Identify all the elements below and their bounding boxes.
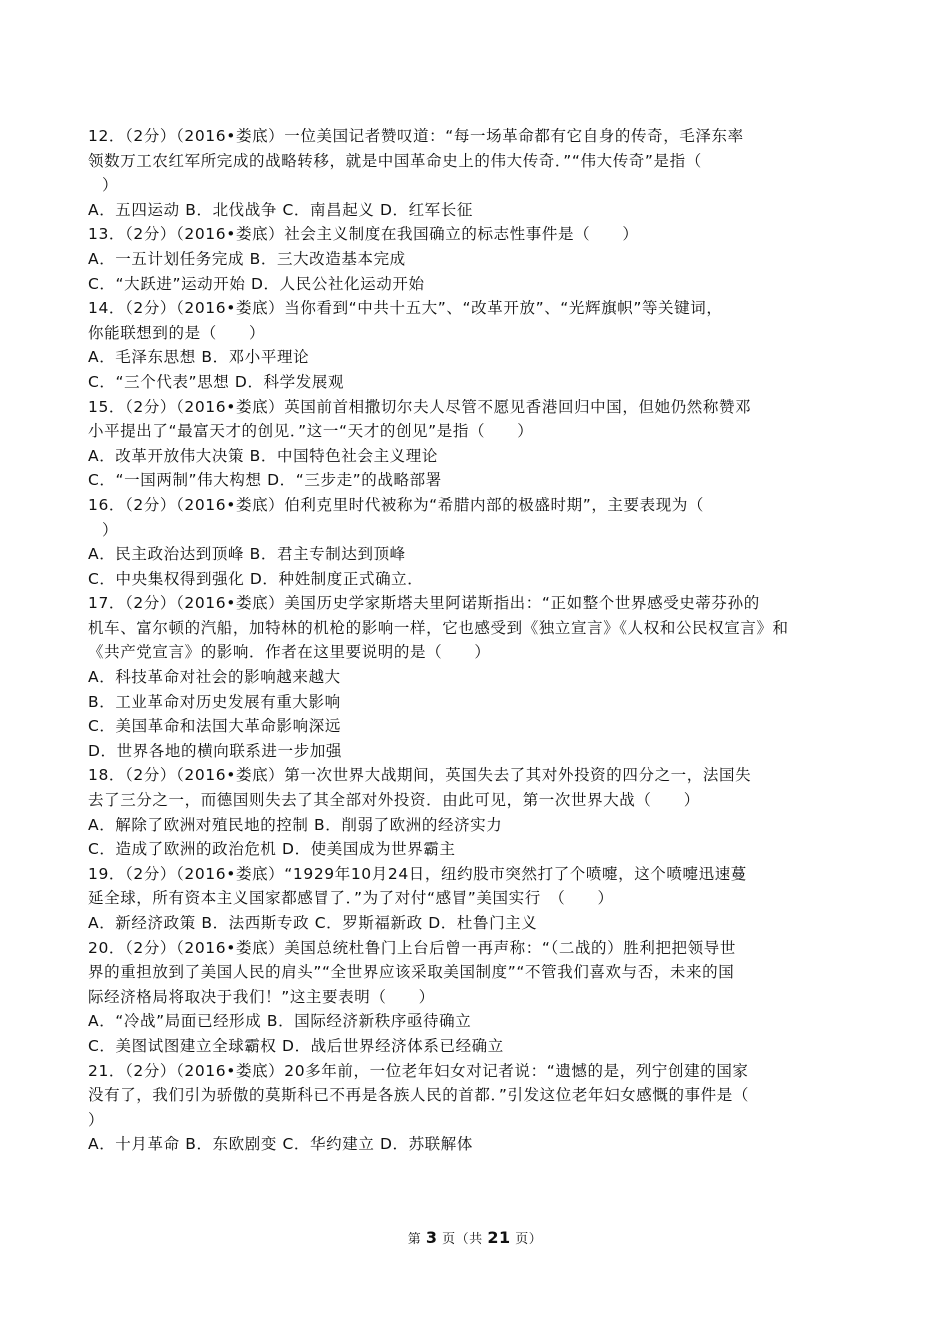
total-pages: 21	[487, 1228, 511, 1247]
text-line: A．改革开放伟大决策 B．中国特色社会主义理论	[88, 446, 438, 465]
text-line: C．美图试图建立全球霸权 D．战后世界经济体系已经确立	[88, 1036, 504, 1055]
text-line: C．造成了欧洲的政治危机 D．使美国成为世界霸主	[88, 840, 456, 859]
text-line: ）	[88, 1110, 105, 1129]
footer-suffix: 页）	[515, 1232, 543, 1247]
text-line: 16．（2分）（2016•娄底）伯利克里时代被称为“希腊内部的极盛时期”，主要表现为（	[88, 495, 705, 514]
text-line: A．科技革命对社会的影响越来越大	[88, 668, 341, 687]
text-line: 去了三分之一，而德国则失去了其全部对外投资．由此可见，第一次世界大战（ ）	[88, 791, 700, 810]
text-line: C．中央集权得到强化 D．种姓制度正式确立．	[88, 569, 424, 588]
text-line: 14．（2分）（2016•娄底）当你看到“中共十五大”、“改革开放”、“光辉旗帜”等关键词，	[88, 299, 723, 318]
text-line: C．“三个代表”思想 D．科学发展观	[88, 372, 345, 391]
text-line: 机车、富尔顿的汽船，加特林的机枪的影响一样，它也感受到《独立宣言》《人权和公民权宣言》和	[88, 618, 789, 637]
text-line: C．“大跃进”运动开始 D．人民公社化运动开始	[88, 274, 425, 293]
text-line: 领数万工农红军所完成的战略转移，就是中国革命史上的伟大传奇．”“伟大传奇”是指（	[88, 151, 702, 170]
text-line: 12．（2分）（2016•娄底）一位美国记者赞叹道：“每一场革命都有它自身的传奇，毛泽东率	[88, 127, 744, 145]
text-line: 13．（2分）（2016•娄底）社会主义制度在我国确立的标志性事件是（ ）	[88, 225, 639, 244]
text-line: 延全球，所有资本主义国家都感冒了．”为了对付“感冒”美国实行 （ ）	[88, 889, 614, 908]
text-line: A．五四运动 B．北伐战争 C．南昌起义 D．红军长征	[88, 200, 473, 219]
text-line: D．世界各地的横向联系进一步加强	[88, 741, 343, 760]
text-line: 没有了，我们引为骄傲的莫斯科已不再是各族人民的首都．”引发这位老年妇女感慨的事件是（	[88, 1086, 749, 1105]
footer-prefix: 第	[407, 1232, 422, 1247]
footer-middle: 页（共	[442, 1232, 483, 1247]
text-line: 19．（2分）（2016•娄底）“1929年10月24日，纽约股市突然打了个喷嚏，这个喷嚏迅速蔓	[88, 864, 747, 883]
text-line: 界的重担放到了美国人民的肩头”“全世界应该采取美国制度”“不管我们喜欢与否，未来的国	[88, 963, 735, 982]
text-line: C．“一国两制”伟大构想 D．“三步走”的战略部署	[88, 471, 442, 490]
text-line: 21．（2分）（2016•娄底）20多年前，一位老年妇女对记者说：“遗憾的是，列宁创建的国家	[88, 1061, 749, 1080]
text-line: A．解除了欧洲对殖民地的控制 B．削弱了欧洲的经济实力	[88, 815, 503, 834]
text-line: A．民主政治达到顶峰 B．君主专制达到顶峰	[88, 545, 406, 564]
page-number: 3	[425, 1228, 438, 1247]
text-line: 小平提出了“最富天才的创见．”这一“天才的创见”是指（ ）	[88, 422, 534, 441]
text-line: 18．（2分）（2016•娄底）第一次世界大战期间，英国失去了其对外投资的四分之一，法国失	[88, 766, 752, 785]
text-line: 际经济格局将取决于我们！”这主要表明（ ）	[88, 987, 435, 1006]
text-line: A．“冷战”局面已经形成 B．国际经济新秩序亟待确立	[88, 1012, 472, 1031]
text-line: A．毛泽东思想 B．邓小平理论	[88, 348, 310, 367]
text-line: A．一五计划任务完成 B．三大改造基本完成	[88, 249, 406, 268]
page-footer	[0, 1228, 950, 1247]
text-line: A．新经济政策 B．法西斯专政 C．罗斯福新政 D．杜鲁门主义	[88, 914, 538, 932]
text-line: 20．（2分）（2016•娄底）美国总统杜鲁门上台后曾一再声称：“（二战的）胜利把把领导世	[88, 938, 736, 957]
text-line: C．美国革命和法国大革命影响深远	[88, 717, 341, 736]
text-line: 17．（2分）（2016•娄底）美国历史学家斯塔夫里阿诺斯指出：“正如整个世界感受史蒂芬孙的	[88, 594, 760, 613]
text-line: A．十月革命 B．东欧剧变 C．华约建立 D．苏联解体	[88, 1135, 473, 1154]
question-list	[88, 124, 878, 1157]
text-line: ）	[102, 176, 119, 195]
text-line: 你能联想到的是（ ）	[88, 323, 266, 342]
text-line: B．工业革命对历史发展有重大影响	[88, 692, 341, 711]
text-line: 15．（2分）（2016•娄底）英国前首相撒切尔夫人尽管不愿见香港回归中国，但她仍然称赞邓	[88, 397, 752, 416]
text-line: 《共产党宣言》的影响．作者在这里要说明的是（ ）	[88, 643, 491, 662]
text-line: ）	[102, 520, 119, 539]
